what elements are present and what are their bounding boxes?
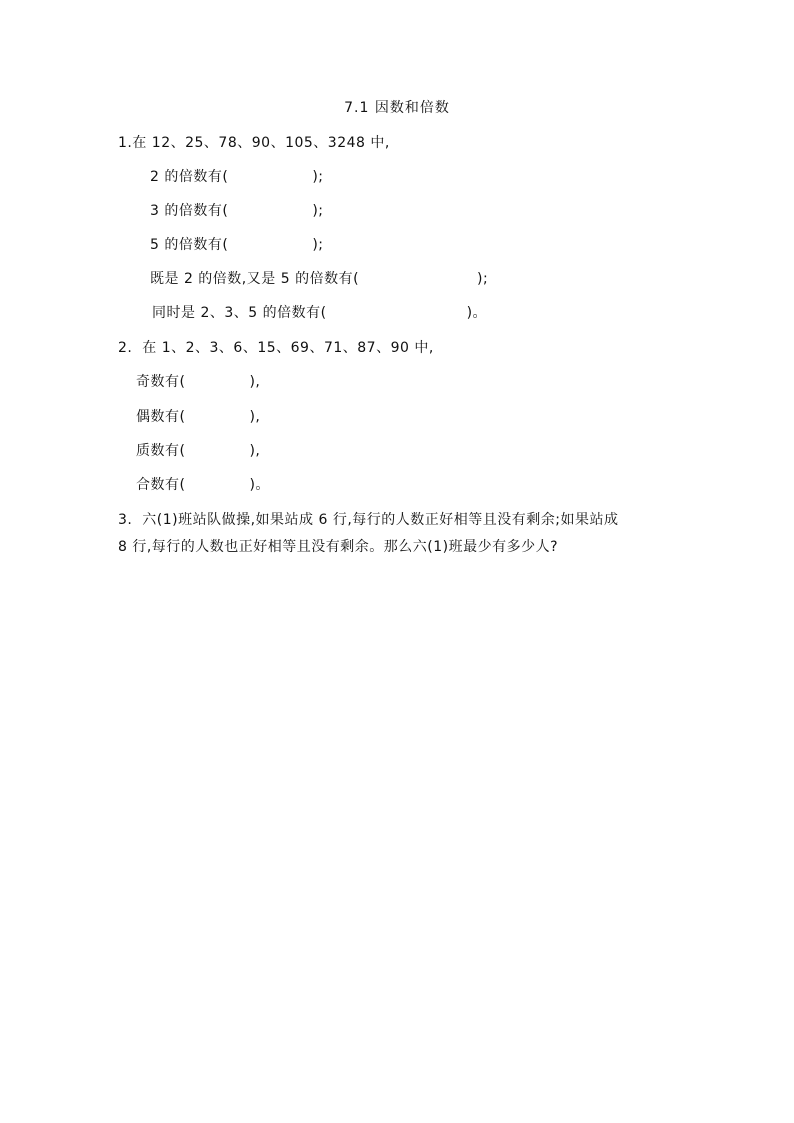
- q1-item-1-end: );: [312, 169, 324, 185]
- q2-item-4-end: )。: [249, 477, 270, 493]
- q1-item-2-end: );: [312, 203, 324, 219]
- q1-item-1: [150, 168, 324, 186]
- q2-item-2-label: 偶数有(: [136, 409, 186, 425]
- q2-item-3-label: 质数有(: [136, 443, 186, 459]
- q2-item-1-end: ),: [249, 374, 261, 390]
- q1-item-5-end: )。: [466, 305, 488, 321]
- q2-item-1: [136, 373, 260, 391]
- q2-item-4-label: 合数有(: [136, 477, 186, 493]
- q1-item-3-label: 5 的倍数有(: [150, 237, 229, 253]
- q2-stem: 2. 在 1、2、3、6、15、69、71、87、90 中,: [118, 340, 434, 356]
- q1-item-3-end: );: [312, 237, 324, 253]
- q2-item-4: [136, 476, 270, 494]
- q1-item-5-label: 同时是 2、3、5 的倍数有(: [152, 305, 327, 321]
- q1-item-3: [150, 236, 324, 254]
- q1-item-4-end: );: [477, 271, 489, 287]
- q2-item-2: [136, 408, 260, 426]
- q1-stem: 1.在 12、25、78、90、105、3248 中,: [118, 135, 390, 151]
- q2-item-3-end: ),: [249, 443, 261, 459]
- q3-line-2: 8 行,每行的人数也正好相等且没有剩余。那么六(1)班最少有多少人?: [118, 539, 559, 555]
- q2-item-3: [136, 442, 260, 460]
- q2-item-1-label: 奇数有(: [136, 374, 186, 390]
- q1-item-4-label: 既是 2 的倍数,又是 5 的倍数有(: [150, 271, 360, 287]
- q1-item-2: [150, 202, 324, 220]
- q1-item-2-label: 3 的倍数有(: [150, 203, 229, 219]
- q3-line-1: 3. 六(1)班站队做操,如果站成 6 行,每行的人数正好相等且没有剩余;如果站成: [118, 512, 619, 528]
- page-title: 7.1 因数和倍数: [344, 100, 450, 116]
- q1-item-5: [152, 304, 487, 322]
- q2-item-2-end: ),: [249, 409, 261, 425]
- q1-item-4: [150, 270, 488, 288]
- q1-item-1-label: 2 的倍数有(: [150, 169, 229, 185]
